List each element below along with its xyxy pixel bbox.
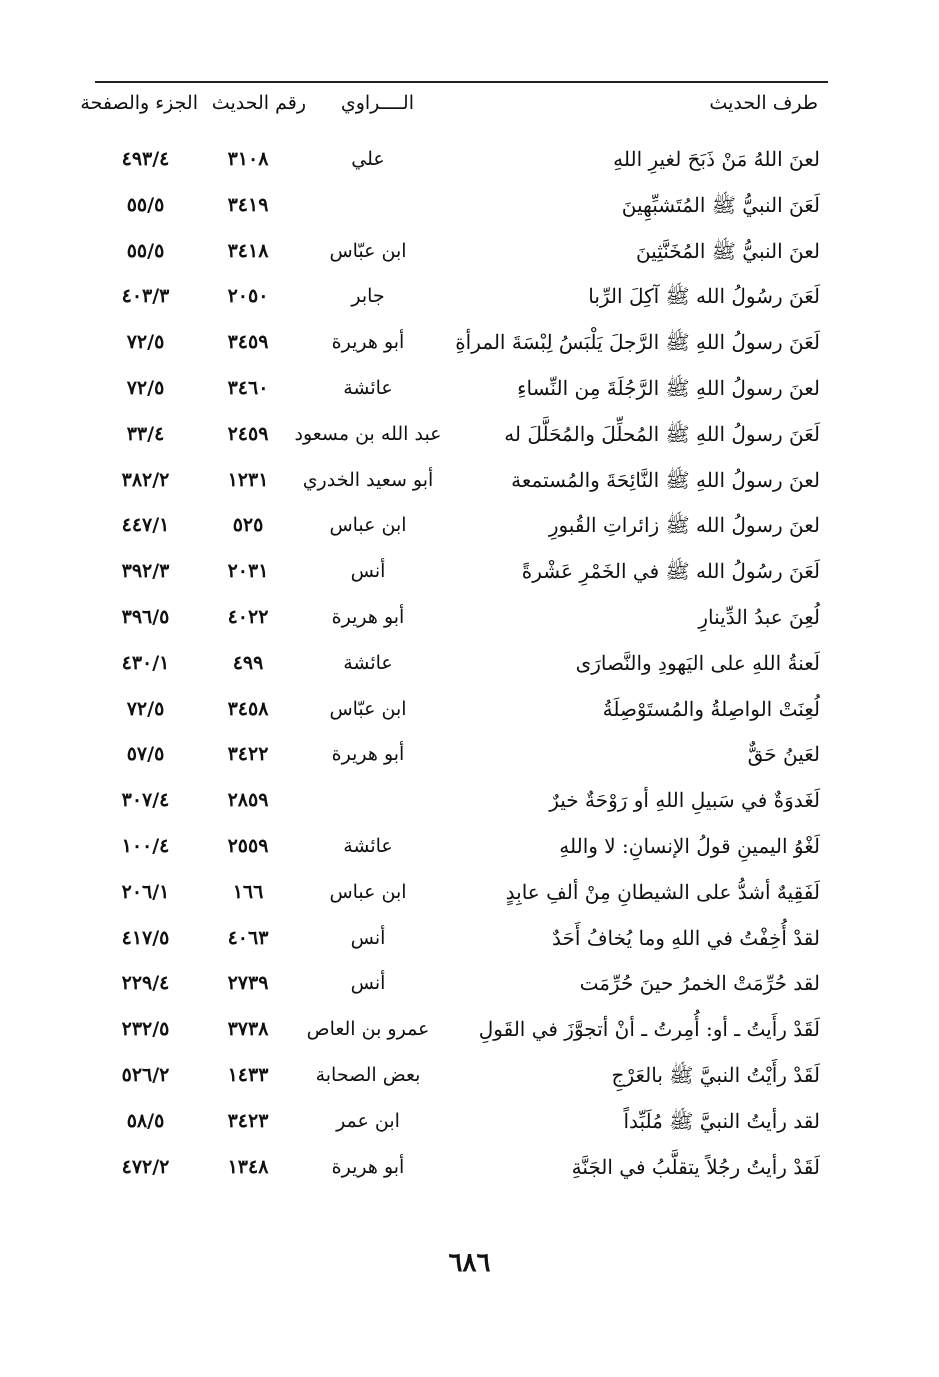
page-number: ٦٨٦ [448, 1248, 491, 1278]
hadith-text: لَعَنَ رسولُ اللهِ ﷺ الرَّجلَ يَلْبَسُ لِبْسَةَ المرأةِ [455, 330, 820, 355]
volume-page: ٤٧٢/٢ [121, 1155, 170, 1178]
hadith-number: ١٣٤٨ [227, 1155, 269, 1178]
narrator: عائشة [343, 377, 393, 399]
hadith-number: ٣٤٢٢ [227, 743, 269, 766]
hadith-text: لَعَنَ رسُولُ الله ﷺ في الخَمْرِ عَشْرةً [521, 559, 820, 584]
top-rule [95, 81, 828, 83]
hadith-number: ٢٨٥٩ [227, 789, 269, 812]
table-row [95, 368, 828, 408]
hadith-number: ٤٩٩ [232, 651, 264, 674]
header-volume-page: الجزء والصفحة [80, 92, 198, 114]
narrator: عائشة [343, 651, 393, 674]
volume-page: ٥٥/٥ [126, 239, 165, 262]
table-row [95, 505, 828, 545]
volume-page: ٧٢/٥ [126, 377, 165, 399]
table-row [95, 734, 828, 774]
volume-page: ٣٣/٤ [126, 422, 165, 445]
volume-page: ٥٨/٥ [126, 1109, 165, 1132]
hadith-number: ٣٤٥٨ [227, 697, 269, 720]
table-row [95, 322, 828, 362]
hadith-text: لُعِنَ عبدُ الدِّينارِ [698, 605, 820, 629]
hadith-text: لَغَدوَةٌ في سَبيلِ اللهِ أو رَوْحَةٌ خيرٌ [549, 788, 820, 813]
hadith-number: ٤٠٢٢ [227, 606, 269, 628]
volume-page: ٢٣٢/٥ [121, 1018, 170, 1041]
hadith-number: ٣٤١٨ [227, 239, 269, 262]
hadith-text: لُعِنَتْ الواصِلةُ والمُستَوْصِلَةُ [602, 696, 820, 721]
hadith-number: ٢٥٥٩ [227, 835, 269, 857]
volume-page: ٢٢٩/٤ [121, 972, 170, 995]
table-row [95, 1147, 828, 1187]
table-row [95, 460, 828, 500]
narrator: أنس [350, 972, 386, 995]
table-row [95, 551, 828, 591]
narrator: أبو هريرة [331, 606, 405, 628]
volume-page: ٣٠٧/٤ [121, 789, 170, 812]
narrator: جابر [351, 285, 385, 308]
volume-page: ٤٩٣/٤ [121, 148, 170, 170]
narrator: ابن عبّاس [329, 697, 407, 720]
narrator: أبو هريرة [331, 743, 405, 766]
hadith-text: لَقَدْ رأَيتُ ـ أو: أُمِرتُ ـ أنْ أتجوَّزَ في القَولِ [478, 1017, 820, 1042]
narrator: أبو هريرة [331, 1155, 405, 1178]
narrator: ابن عبّاس [329, 239, 407, 262]
volume-page: ٥٢٦/٢ [121, 1064, 170, 1086]
volume-page: ٣٩٢/٣ [121, 560, 170, 583]
hadith-text: لعنَ النبيُّ ﷺ المُخَنَّثِينَ [635, 238, 820, 263]
hadith-number: ٥٢٥ [232, 514, 264, 537]
table-row [95, 826, 828, 866]
narrator: أبو هريرة [331, 331, 405, 354]
volume-page: ٤٠٣/٣ [121, 285, 170, 308]
volume-page: ١٠٠/٤ [121, 835, 170, 857]
narrator: ابن عمر [336, 1109, 400, 1132]
hadith-text: لَعنةُ اللهِ على اليَهودِ والنَّصارَى [575, 650, 820, 675]
table-row [95, 597, 828, 637]
table-row [95, 918, 828, 958]
hadith-text: لَقَدْ رأيتُ رجُلاً يتقلَّبُ في الجَنَّةِ [571, 1154, 820, 1179]
hadith-text: لقدْ أُخِفْتُ في اللهِ وما يُخافُ أَحَدٌ [552, 925, 820, 950]
table-row [95, 1055, 828, 1095]
hadith-text: لَغْوُ اليمينِ قولُ الإنسانِ: لا واللهِ [559, 834, 820, 858]
narrator: بعض الصحابة [315, 1064, 421, 1086]
volume-page: ٢٠٦/١ [121, 880, 170, 903]
hadith-text: لعنَ اللهُ مَنْ ذَبَحَ لغيرِ اللهِ [613, 147, 820, 171]
hadith-number: ٢٤٥٩ [227, 422, 269, 445]
hadith-text: لَقَدْ رأَيْتُ النبيَّ ﷺ بالعَرْجِ [611, 1063, 820, 1087]
volume-page: ٣٨٢/٢ [121, 468, 170, 491]
table-row [95, 231, 828, 271]
hadith-number: ٣٤١٩ [227, 193, 269, 216]
hadith-number: ٤٠٦٣ [227, 926, 269, 949]
narrator: علي [351, 148, 385, 170]
hadith-number: ٣٤٦٠ [227, 377, 269, 399]
hadith-number: ٢٠٥٠ [227, 285, 269, 308]
narrator: عبد الله بن مسعود [294, 422, 442, 445]
hadith-text: لَعَنَ رسُولُ الله ﷺ آكِلَ الرِّبا [588, 284, 820, 309]
hadith-text: لعنَ رسولُ الله ﷺ زائراتِ القُبورِ [548, 513, 820, 538]
hadith-text: لَفَقِيهٌ أشدُّ على الشيطانِ مِنْ ألفِ عابِدٍ [505, 879, 820, 904]
volume-page: ٤٤٧/١ [121, 514, 170, 537]
table-row [95, 414, 828, 454]
hadith-text: لَعَنَ رسولُ اللهِ ﷺ المُحلِّلَ والمُحَلَّلَ له [504, 421, 820, 446]
header-hadith: طرف الحديث [709, 92, 818, 114]
volume-page: ٧٢/٥ [126, 697, 165, 720]
volume-page: ٥٥/٥ [126, 193, 165, 216]
table-row [95, 276, 828, 316]
narrator: عمرو بن العاص [306, 1018, 430, 1041]
narrator: أنس [350, 926, 386, 949]
narrator: ابن عباس [329, 880, 407, 903]
hadith-number: ٣٤٢٣ [227, 1109, 269, 1132]
narrator: أنس [350, 560, 386, 583]
hadith-text: لقد رأيتُ النبيَّ ﷺ مُلَبِّداً [623, 1108, 820, 1133]
volume-page: ٥٧/٥ [126, 743, 165, 766]
volume-page: ٤٣٠/١ [121, 651, 170, 674]
narrator: عائشة [343, 835, 393, 857]
hadith-number: ١٦٦ [232, 880, 264, 903]
hadith-text: لقد حُرِّمَتْ الخمرُ حينَ حُرِّمَت [579, 971, 820, 996]
table-row [95, 139, 828, 179]
table-row [95, 643, 828, 683]
hadith-number: ٢٧٣٩ [227, 972, 269, 995]
hadith-number: ١٤٣٣ [227, 1064, 269, 1086]
table-row [95, 1009, 828, 1049]
narrator: أبو سعيد الخدري [302, 468, 434, 491]
hadith-number: ٣٧٣٨ [227, 1018, 269, 1041]
volume-page: ٧٢/٥ [126, 331, 165, 354]
table-row [95, 872, 828, 912]
hadith-number: ٣١٠٨ [227, 148, 269, 170]
hadith-number: ٣٤٥٩ [227, 331, 269, 354]
volume-page: ٣٩٦/٥ [121, 606, 170, 628]
hadith-number: ٢٠٣١ [227, 560, 269, 583]
hadith-number: ١٢٣١ [227, 468, 269, 491]
hadith-text: لَعَنَ النبيُّ ﷺ المُتَشبِّهِينَ [621, 192, 820, 217]
header-number: رقم الحديث [211, 92, 306, 114]
header-narrator: الــــراوي [340, 92, 414, 114]
hadith-text: لعنَ رسولُ اللهِ ﷺ الرَّجُلَةَ مِن النِّساءِ [517, 376, 820, 400]
table-row [95, 185, 828, 225]
table-row [95, 689, 828, 729]
table-row [95, 1101, 828, 1141]
hadith-text: لعَينُ حَقٌّ [747, 742, 820, 767]
table-row [95, 963, 828, 1003]
table-header [80, 92, 828, 126]
hadith-text: لعنَ رسولُ اللهِ ﷺ النَّائِحَةَ والمُستمعة [511, 467, 820, 492]
volume-page: ٤١٧/٥ [121, 926, 170, 949]
table-row [95, 780, 828, 820]
narrator: ابن عباس [329, 514, 407, 537]
